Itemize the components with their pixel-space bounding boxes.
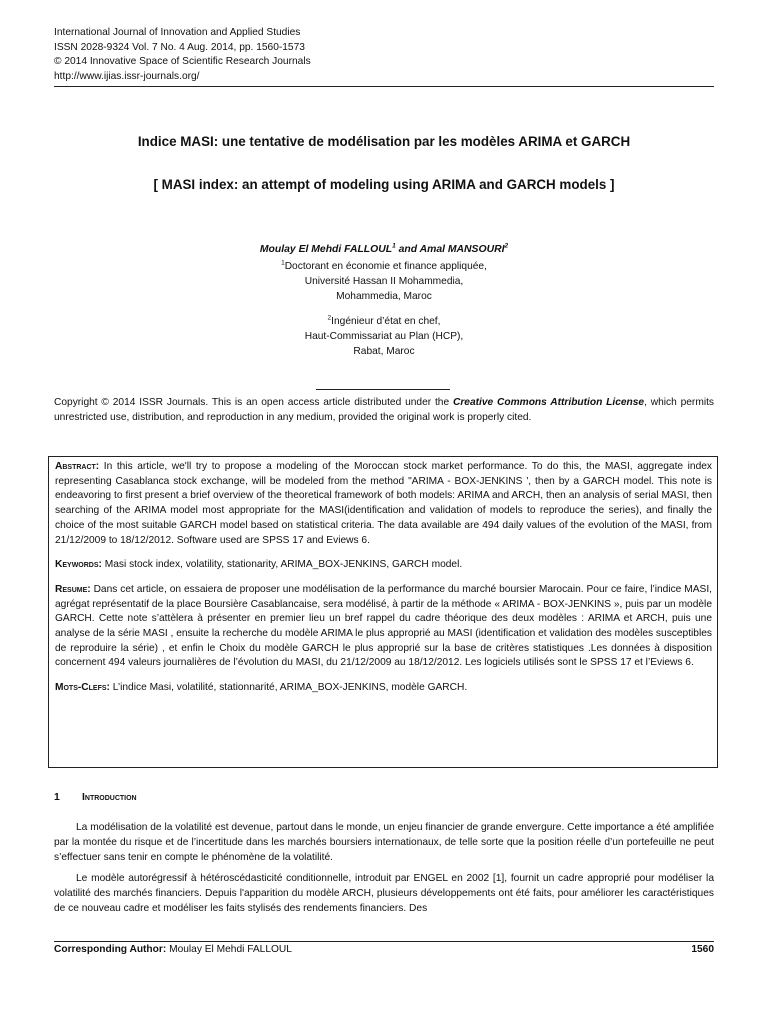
corresponding-author-label: Corresponding Author: bbox=[54, 944, 167, 955]
section-heading bbox=[54, 791, 137, 805]
author-2-sup: 2 bbox=[504, 242, 509, 250]
mots-clefs-label: Mots-Clefs: bbox=[55, 682, 110, 694]
author-1-sup: 1 bbox=[392, 242, 396, 250]
copyright-text-before: Copyright © 2014 ISSR Journals. This is an open access article distributed under the bbox=[54, 397, 453, 408]
resume-label: Resume: bbox=[55, 583, 91, 595]
copyright-text-after: , which permits unrestricted use, distribution, and reproduction in any medium, provided the original work is properly cited. bbox=[54, 397, 715, 423]
journal-issn: ISSN 2028-9324 Vol. 7 No. 4 Aug. 2014, pp. 1560-1573 bbox=[54, 41, 305, 53]
abstract-box bbox=[48, 456, 718, 768]
affiliation-2-line2: Haut-Commissariat au Plan (HCP), bbox=[304, 331, 464, 342]
abstract-text: In this article, we'll try to propose a modeling of the Moroccan stock market performance. To do this, the MASI, aggregate index representing Casablanca stock exchange, will be modeled from the method "ARIMA - BOX-JENKINS ', then by a GARCH model. This note is endeavoring to first present a brief overview of the theoretical framework of both models: ARIMA and ARCH, then an analysis of serial MASI, then searching of the ARIMA model most appropriate for the MASI(identification and validation of models to reproduce the series), and finally the choice of the most suitable GARCH model based on statistical criteria. The data available are 494 daily values of the evolution of the MASI, from 21/12/2009 to 18/12/2012. Software used are SPSS 17 and Eviews 6. bbox=[55, 461, 712, 546]
section-number: 1 bbox=[54, 792, 60, 803]
abstract-paragraph bbox=[55, 460, 712, 548]
corresponding-author bbox=[54, 943, 292, 957]
header-divider bbox=[54, 86, 714, 87]
affiliation-2-line1: Ingénieur d’état en chef, bbox=[331, 316, 441, 327]
mots-clefs-text: L’indice Masi, volatilité, stationnarité, ARIMA_BOX-JENKINS, modèle GARCH. bbox=[109, 682, 468, 694]
affiliation-1 bbox=[54, 259, 714, 304]
author-line bbox=[54, 243, 714, 257]
section-title: Introduction bbox=[82, 792, 137, 803]
keywords-paragraph bbox=[55, 558, 712, 573]
intro-paragraph-2: Le modèle autorégressif à hétéroscédasticité conditionnelle, introduit par ENGEL en 2002 [1], fournit un cadre approprié pour modéliser la volatilité des marchés financiers. Depuis l'apparition du modèle ARCH, plusieurs développements ont été faits, pour améliorer les caractéristiques de ce nouveau cadre et modéliser les faits stylisés des rendements financiers. Des bbox=[54, 872, 714, 914]
author-connector: and bbox=[395, 244, 420, 255]
copyright-notice bbox=[54, 396, 714, 426]
page-number: 1560 bbox=[691, 944, 714, 955]
license-name: Creative Commons Attribution License bbox=[452, 397, 645, 408]
intro-paragraph-1: La modélisation de la volatilité est devenue, partout dans le monde, un enjeu financier de grande envergure. Cette importance a été amplifiée par la montée du risque et de l’incertitude dans les marchés boursiers internationaux, de telle sorte que la position réelle d’un portefeuille ne peut s’effectuer sans tenir en compte le phénomène de la volatilité. bbox=[54, 822, 714, 863]
journal-url[interactable]: http://www.ijias.issr-journals.org/ bbox=[54, 70, 200, 82]
copyright-divider bbox=[316, 389, 450, 390]
keywords-label: Keywords: bbox=[55, 559, 102, 571]
journal-header bbox=[54, 26, 311, 84]
paper-title-english: [ MASI index: an attempt of modeling using ARIMA and GARCH models ] bbox=[153, 177, 615, 192]
journal-name: International Journal of Innovation and Applied Studies bbox=[54, 27, 301, 38]
mots-clefs-paragraph bbox=[55, 681, 712, 696]
page-footer bbox=[54, 943, 714, 957]
abstract-label: Abstract: bbox=[55, 461, 100, 472]
affiliation-1-sup: 1 bbox=[281, 259, 285, 267]
paper-title-french: Indice MASI: une tentative de modélisation par les modèles ARIMA et GARCH bbox=[137, 134, 631, 149]
affiliation-2 bbox=[54, 314, 714, 359]
affiliation-1-line3: Mohammedia, Maroc bbox=[336, 291, 432, 302]
affiliation-1-line1: Doctorant en économie et finance appliquée, bbox=[284, 261, 487, 272]
author-2-name: Amal MANSOURI bbox=[419, 244, 505, 255]
affiliation-1-line2: Université Hassan II Mohammedia, bbox=[304, 276, 464, 287]
keywords-text: Masi stock index, volatility, stationarity, ARIMA_BOX-JENKINS, GARCH model. bbox=[101, 559, 463, 571]
resume-text: Dans cet article, on essaiera de proposer une modélisation de la performance du marché boursier Marocain. Pour ce faire, l’indice MASI, agrégat représentatif de la place Boursière Casablancaise, sera modélisé, à partir de la méthode « ARIMA - BOX-JENKINS », puis par un modèle GARCH. Cette note s’attèlera à présenter en premier lieu un bref rappel du cadre théorique des deux modèles : ARIMA et ARCH, puis une analyse de la série MASI , ensuite la recherche du modèle ARIMA le plus approprié au MASI (identification et validation des modèles susceptibles de reproduire la série) , et enfin le Choix du modèle GARCH le plus approprié sur la base de critères statistiques .Les données à disposition concernent 494 valeurs journalières de l’évolution du MASI, du 21/12/2009 au 18/12/2012. Les logiciels utilisés sont le SPSS 17 et l’Eviews 6. bbox=[55, 583, 712, 669]
affiliation-2-line3: Rabat, Maroc bbox=[353, 346, 415, 357]
author-1-name: Moulay El Mehdi FALLOUL bbox=[259, 244, 393, 255]
introduction-body bbox=[54, 821, 714, 922]
footer-divider bbox=[54, 941, 714, 942]
resume-paragraph bbox=[55, 583, 712, 671]
corresponding-author-name: Moulay El Mehdi FALLOUL bbox=[166, 944, 292, 955]
affiliation-2-sup: 2 bbox=[327, 314, 332, 322]
journal-copyright: © 2014 Innovative Space of Scientific Research Journals bbox=[54, 56, 311, 68]
